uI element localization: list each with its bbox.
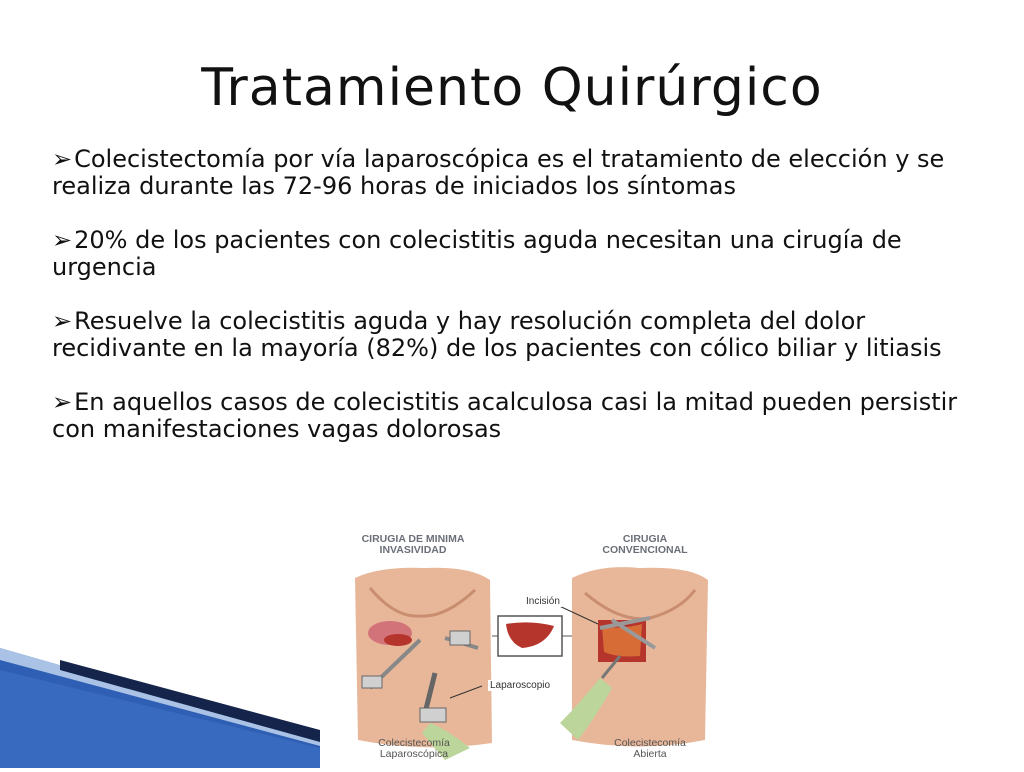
bullet-item: [52, 146, 992, 200]
left-figure-title: [358, 534, 468, 556]
right-caption-line: Abierta: [633, 748, 667, 760]
left-caption-line: Colecistecomía: [378, 737, 450, 749]
right-figure-title: [590, 534, 700, 556]
arrow-bullet-icon: ➢: [52, 388, 73, 416]
bullet-item: [52, 389, 992, 443]
right-figure-caption: [600, 738, 700, 760]
incision-label: Incisión: [526, 596, 560, 607]
left-title-line: CIRUGIA DE MINIMA: [361, 533, 465, 545]
surgery-illustration: [350, 528, 720, 768]
bullet-list: [52, 146, 992, 470]
left-title-line: INVASIVIDAD: [379, 544, 447, 556]
bullet-item: [52, 227, 992, 281]
slide-title: Tratamiento Quirúrgico: [201, 58, 823, 118]
bullet-item: [52, 308, 992, 362]
right-title-line: CIRUGIA: [622, 533, 668, 545]
bullet-text: Resuelve la colecistitis aguda y hay resolución completa del dolor recidivante en la mayoría (82%) de los pacientes con cólico biliar y litiasis: [52, 307, 942, 362]
laparoscope-label: Laparoscopio: [490, 680, 551, 691]
left-figure-caption: [364, 738, 464, 760]
bullet-text: Colecistectomía por vía laparoscópica es el tratamiento de elección y se realiza durante las 72-96 horas de iniciados los síntomas: [52, 145, 945, 200]
decorative-corner-shape: [0, 630, 320, 768]
bullet-text: En aquellos casos de colecistitis acalculosa casi la mitad pueden persistir con manifestaciones vagas dolorosas: [52, 388, 958, 443]
bullet-text: 20% de los pacientes con colecistitis aguda necesitan una cirugía de urgencia: [52, 226, 902, 281]
arrow-bullet-icon: ➢: [52, 307, 73, 335]
left-caption-line: Laparoscópica: [379, 748, 449, 760]
right-title-line: CONVENCIONAL: [602, 544, 688, 556]
surgery-comparison-figure: [350, 528, 720, 768]
arrow-bullet-icon: ➢: [52, 226, 73, 254]
arrow-bullet-icon: ➢: [52, 145, 73, 173]
right-caption-line: Colecistecomía: [614, 737, 686, 749]
